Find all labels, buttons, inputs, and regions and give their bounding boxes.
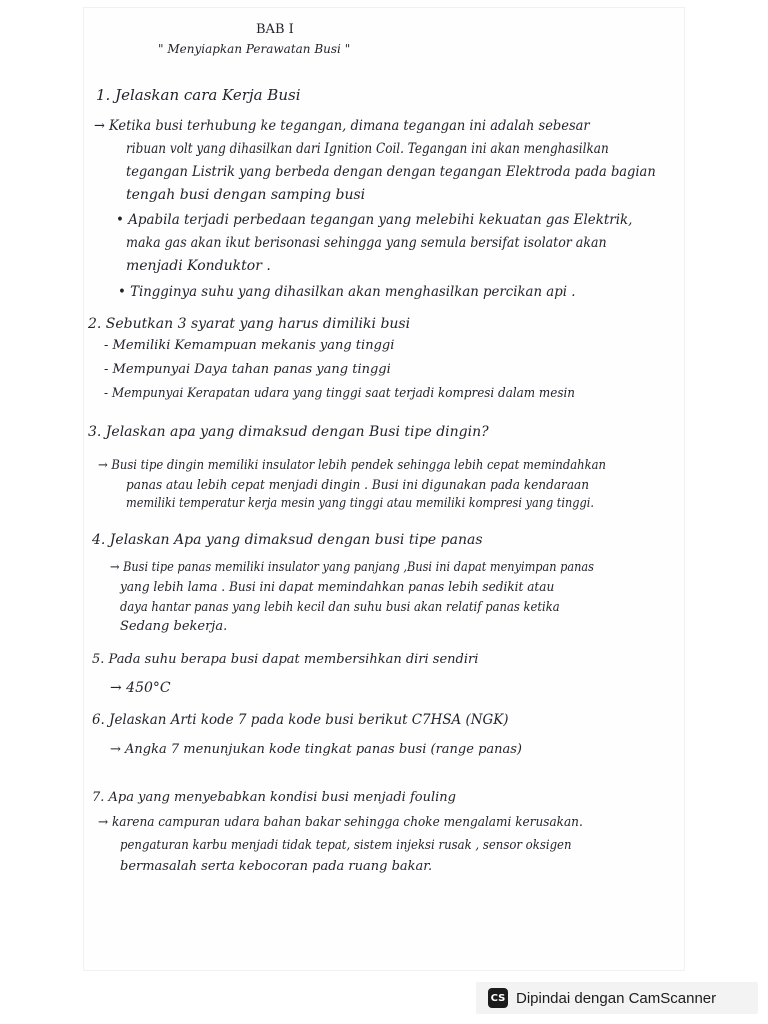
answer-1-line-4: tengah busi dengan samping busi	[126, 187, 366, 203]
answer-7-line-1: → karena campuran udara bahan bakar sehingga choke mengalami kerusakan.	[98, 815, 583, 830]
answer-1-bullet-1-line-3: menjadi Konduktor .	[126, 258, 271, 274]
chapter-heading: BAB I	[256, 22, 294, 37]
camscanner-logo-icon: CS	[488, 988, 508, 1008]
answer-1-bullet-1-line-2: maka gas akan ikut berisonasi sehingga yang semula bersifat isolator akan	[126, 235, 607, 251]
answer-7-line-2: pengaturan karbu menjadi tidak tepat, sistem injeksi rusak , sensor oksigen	[120, 838, 572, 853]
answer-3-line-2: panas atau lebih cepat menjadi dingin . Busi ini digunakan pada kendaraan	[126, 478, 590, 493]
answer-6: → Angka 7 menunjukan kode tingkat panas busi (range panas)	[110, 742, 523, 757]
answer-1-line-1: → Ketika busi terhubung ke tegangan, dimana tegangan ini adalah sebesar	[94, 118, 590, 134]
answer-2-item-1: - Memiliki Kemampuan mekanis yang tinggi	[104, 338, 395, 353]
answer-1-line-2: ribuan volt yang dihasilkan dari Ignition Coil. Tegangan ini akan menghasilkan	[126, 141, 609, 157]
answer-5: → 450°C	[110, 680, 171, 696]
camscanner-watermark	[476, 982, 758, 1014]
question-7: 7. Apa yang menyebabkan kondisi busi menjadi fouling	[92, 790, 456, 805]
question-2: 2. Sebutkan 3 syarat yang harus dimiliki busi	[88, 316, 411, 332]
answer-4-line-1: → Busi tipe panas memiliki insulator yang panjang ,Busi ini dapat menyimpan panas	[110, 560, 594, 575]
answer-1-line-3: tegangan Listrik yang berbeda dengan dengan tegangan Elektroda pada bagian	[126, 164, 656, 180]
question-1: 1. Jelaskan cara Kerja Busi	[96, 86, 301, 104]
camscanner-label: Dipindai dengan CamScanner	[516, 989, 717, 1007]
answer-2-item-2: - Mempunyai Daya tahan panas yang tinggi	[104, 362, 391, 377]
answer-4-line-2: yang lebih lama . Busi ini dapat memindahkan panas lebih sedikit atau	[120, 580, 555, 595]
question-4: 4. Jelaskan Apa yang dimaksud dengan busi tipe panas	[92, 532, 483, 548]
answer-1-bullet-2: • Tingginya suhu yang dihasilkan akan menghasilkan percikan api .	[118, 284, 576, 300]
answer-3-line-1: → Busi tipe dingin memiliki insulator lebih pendek sehingga lebih cepat memindahkan	[98, 458, 606, 473]
answer-7-line-3: bermasalah serta kebocoran pada ruang bakar.	[120, 859, 433, 874]
answer-3-line-3: memiliki temperatur kerja mesin yang tinggi atau memiliki kompresi yang tinggi.	[126, 496, 594, 511]
page-title: " Menyiapkan Perawatan Busi "	[158, 42, 351, 56]
answer-4-line-3: daya hantar panas yang lebih kecil dan suhu busi akan relatif panas ketika	[120, 600, 560, 615]
question-3: 3. Jelaskan apa yang dimaksud dengan Busi tipe dingin?	[88, 424, 489, 440]
answer-1-bullet-1-line-1: • Apabila terjadi perbedaan tegangan yang melebihi kekuatan gas Elektrik,	[116, 212, 633, 228]
answer-2-item-3: - Mempunyai Kerapatan udara yang tinggi saat terjadi kompresi dalam mesin	[104, 386, 576, 401]
answer-4-line-4: Sedang bekerja.	[120, 619, 228, 634]
question-6: 6. Jelaskan Arti kode 7 pada kode busi berikut C7HSA (NGK)	[92, 712, 509, 728]
question-5: 5. Pada suhu berapa busi dapat membersihkan diri sendiri	[92, 652, 479, 667]
